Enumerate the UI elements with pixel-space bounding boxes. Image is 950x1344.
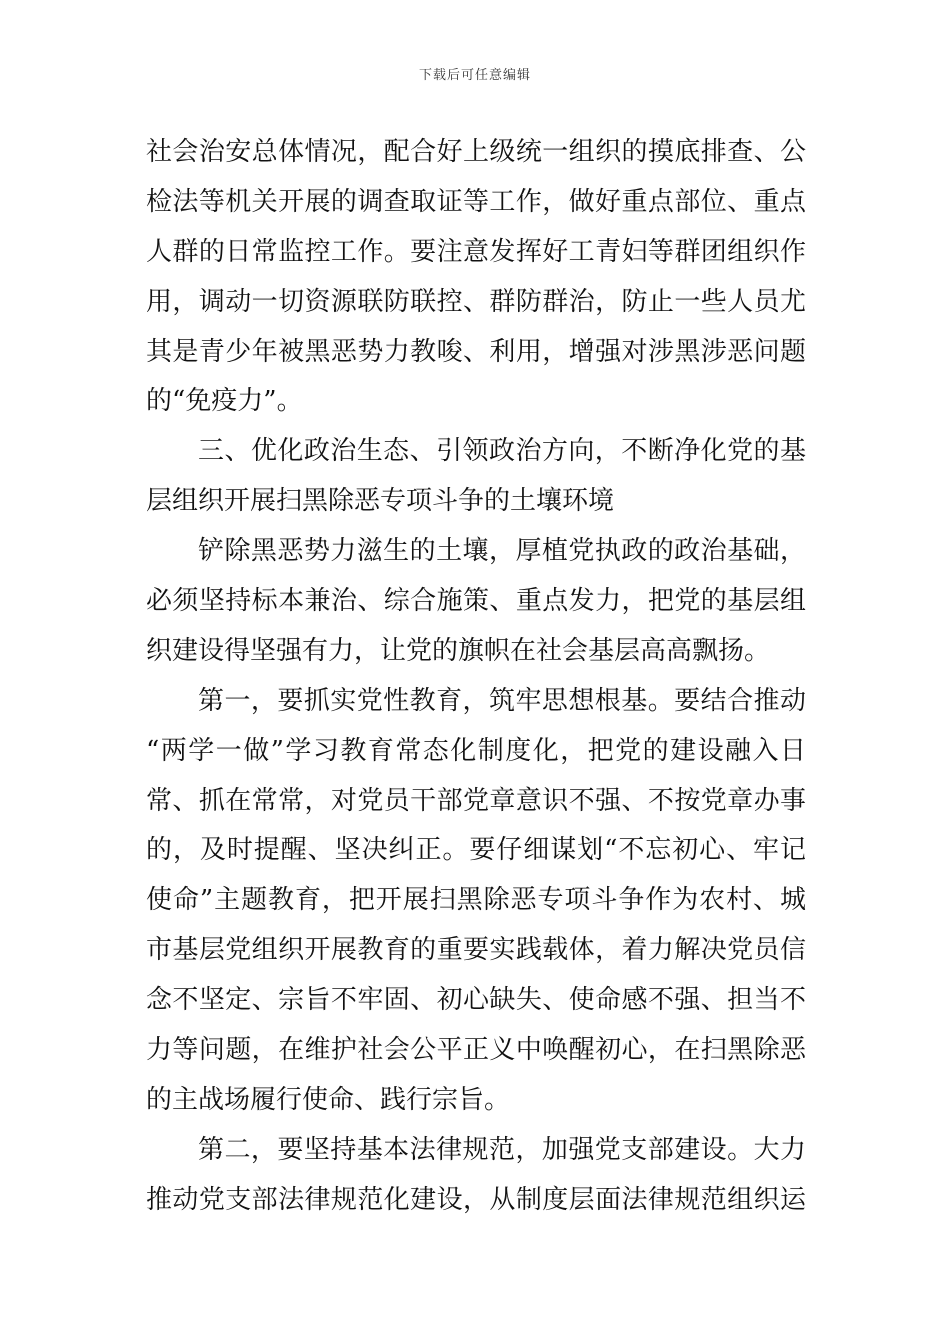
text-line: 铲除黑恶势力滋生的土壤，厚植党执政的政治基础， [198,536,806,567]
section-heading-line: 三、优化政治生态、引领政治方向，不断净化党的基 [198,436,806,467]
text-line: 的主战场履行使命、践行宗旨。 [146,1084,511,1115]
text-line: 第一，要抓实党性教育，筑牢思想根基。要结合推动 [198,685,806,716]
text-line: 织建设得坚强有力，让党的旗帜在社会基层高高飘扬。 [146,635,771,666]
text-line: “两学一做”学习教育常态化制度化，把党的建设融入日 [146,735,806,766]
text-line: 常、抓在常常，对党员干部党章意识不强、不按党章办事 [146,785,806,816]
text-line: 使命”主题教育，把开展扫黑除恶专项斗争作为农村、城 [146,885,806,916]
text-line: 检法等机关开展的调查取证等工作，做好重点部位、重点 [146,186,806,217]
text-line: 市基层党组织开展教育的重要实践载体，着力解决党员信 [146,935,806,966]
page-header: 下载后可任意编辑 [418,68,531,83]
text-line: 的“免疫力”。 [146,386,303,417]
text-line: 力等问题，在维护社会公平正义中唤醒初心，在扫黑除恶 [146,1035,806,1066]
text-line: 人群的日常监控工作。要注意发挥好工青妇等群团组织作 [146,236,806,267]
text-line: 必须坚持标本兼治、综合施策、重点发力，把党的基层组 [146,586,806,617]
text-line: 第二，要坚持基本法律规范，加强党支部建设。大力 [198,1134,806,1165]
text-line: 的，及时提醒、坚决纠正。要仔细谋划“不忘初心、牢记 [146,835,806,866]
text-line: 其是青少年被黑恶势力教唆、利用，增强对涉黑涉恶问题 [146,336,806,367]
text-line: 推动党支部法律规范化建设，从制度层面法律规范组织运 [146,1184,806,1215]
text-line: 社会治安总体情况，配合好上级统一组织的摸底排查、公 [146,137,806,167]
section-heading-line: 层组织开展扫黑除恶专项斗争的土壤环境 [146,486,615,517]
text-line: 用，调动一切资源联防联控、群防群治，防止一些人员尤 [146,286,806,317]
text-line: 念不坚定、宗旨不牢固、初心缺失、使命感不强、担当不 [146,985,806,1016]
document-body [146,128,806,1226]
